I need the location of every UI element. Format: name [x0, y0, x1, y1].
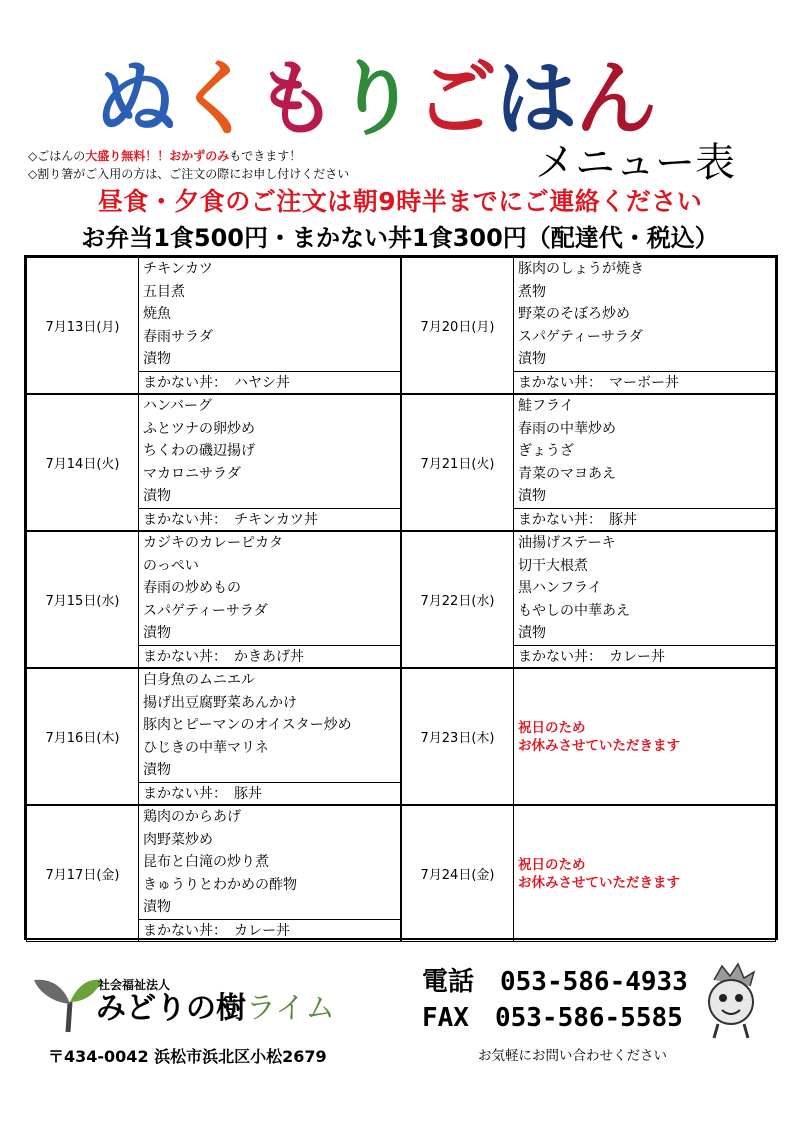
menu-date: 7月22日(水): [402, 532, 514, 667]
menu-item: 漬物: [143, 488, 171, 505]
price-line: お弁当1食500円・まかない丼1食300円（配達代・税込）: [81, 224, 719, 252]
title-char: く: [175, 51, 258, 147]
address: 〒434-0042 浜松市浜北区小松2679: [48, 1047, 327, 1066]
menu-item: 豚肉とピーマンのオイスター炒め: [143, 717, 352, 734]
makanai-don: まかない丼： カレー丼: [139, 919, 400, 941]
menu-items: [139, 806, 400, 941]
menu-item: 漬物: [518, 625, 546, 642]
menu-item: スパゲティーサラダ: [518, 328, 643, 345]
corp-type: 社会福祉法人: [98, 978, 171, 992]
holiday-line: お休みさせていただきます: [518, 874, 680, 891]
holiday-line: 祝日のため: [518, 856, 586, 873]
menu-item: 春雨サラダ: [143, 328, 213, 345]
phone-number: 電話 053-586-4933: [422, 967, 688, 997]
menu-item: ぎょうざ: [518, 443, 574, 460]
menu-item: 豚肉のしょうが焼き: [518, 261, 644, 277]
note-rice-highlight: 大盛り無料！！おかずのみ: [85, 149, 230, 163]
menu-day-left-4: [26, 805, 401, 942]
note-rice-c: もできます！: [229, 149, 302, 163]
note-rice: [28, 148, 301, 164]
menu-item: 五目煮: [143, 283, 185, 300]
fax-number: FAX 053-586-5585: [422, 1003, 683, 1033]
menu-item: 揚げ出豆腐野菜あんかけ: [143, 694, 297, 711]
menu-item: マカロニサラダ: [143, 465, 241, 482]
holiday-line: お休みさせていただきます: [518, 737, 680, 754]
menu-item: ハンバーグ: [143, 398, 213, 414]
makanai-don: まかない丼： チキンカツ丼: [139, 508, 400, 530]
corp-name-main: みどりの樹: [96, 991, 246, 1026]
menu-date: 7月24日(金): [402, 806, 514, 941]
page-subtitle: メニュー表: [535, 140, 735, 186]
title-char: り: [335, 51, 418, 147]
holiday-notice: [514, 669, 775, 804]
menu-date: 7月21日(火): [402, 395, 514, 530]
menu-item: のっぺい: [143, 557, 199, 574]
inquiry-text: お気軽にお問い合わせください: [478, 1048, 667, 1064]
menu-table: [24, 255, 778, 940]
menu-item: 漬物: [518, 351, 546, 368]
menu-date: 7月15日(水): [27, 532, 139, 667]
menu-day-right-1: [401, 394, 776, 531]
menu-item: もやしの中華あえ: [518, 602, 630, 619]
menu-day-left-2: [26, 531, 401, 668]
menu-date: 7月14日(火): [27, 395, 139, 530]
menu-day-left-0: [26, 257, 401, 394]
menu-item: ふとツナの卵炒め: [143, 420, 255, 437]
order-deadline: 昼食・夕食のご注文は朝9時半までにご連絡ください: [97, 187, 703, 216]
menu-item: 昆布と白滝の炒り煮: [143, 854, 269, 871]
menu-item: 春雨の中華炒め: [518, 420, 616, 437]
menu-item: 切干大根煮: [518, 557, 588, 574]
mascot-icon: [700, 962, 762, 1040]
makanai-don: まかない丼： 豚丼: [514, 508, 775, 530]
menu-date: 7月23日(木): [402, 669, 514, 804]
menu-item: 漬物: [143, 899, 171, 916]
title-char: も: [255, 51, 338, 147]
menu-item: 春雨の炒めもの: [143, 580, 241, 597]
menu-item: 油揚げステーキ: [518, 535, 616, 551]
menu-item: ちくわの磯辺揚げ: [143, 443, 255, 460]
menu-date: 7月20日(月): [402, 258, 514, 393]
makanai-don: まかない丼： ハヤシ丼: [139, 371, 400, 393]
title-char: ぬ: [95, 51, 178, 147]
menu-item: 漬物: [143, 351, 171, 368]
menu-item: カジキのカレーピカタ: [143, 535, 283, 551]
menu-item: 漬物: [143, 762, 171, 779]
menu-item: 焼魚: [143, 306, 171, 323]
menu-item: 野菜のそぼろ炒め: [518, 306, 630, 323]
menu-items: [514, 258, 775, 393]
menu-day-right-2: [401, 531, 776, 668]
menu-item: きゅうりとわかめの酢物: [143, 876, 297, 893]
menu-item: チキンカツ: [143, 261, 213, 277]
menu-item: 青菜のマヨあえ: [518, 465, 616, 482]
menu-items: [514, 532, 775, 667]
menu-item: 鮭フライ: [518, 398, 574, 414]
menu-item: 白身魚のムニエル: [143, 672, 255, 688]
holiday-notice: [514, 806, 775, 941]
menu-date: 7月13日(月): [27, 258, 139, 393]
menu-item: スパゲティーサラダ: [143, 602, 268, 619]
makanai-don: まかない丼： カレー丼: [514, 645, 775, 667]
menu-item: ひじきの中華マリネ: [143, 739, 269, 756]
page-title: [95, 51, 658, 147]
menu-date: 7月16日(木): [27, 669, 139, 804]
menu-day-right-3: [401, 668, 776, 805]
menu-item: 鶏肉のからあげ: [143, 809, 241, 825]
menu-item: 漬物: [143, 625, 171, 642]
menu-day-right-4: [401, 805, 776, 942]
menu-items: [139, 258, 400, 393]
title-char: ん: [575, 51, 658, 147]
menu-day-left-1: [26, 394, 401, 531]
menu-items: [139, 669, 400, 804]
menu-items: [139, 532, 400, 667]
makanai-don: まかない丼： かきあげ丼: [139, 645, 400, 667]
menu-items: [139, 395, 400, 530]
menu-item: 煮物: [518, 283, 546, 300]
holiday-line: 祝日のため: [518, 719, 586, 736]
title-char: ご: [415, 51, 498, 147]
menu-day-left-3: [26, 668, 401, 805]
note-rice-a: ◇ごはんの: [28, 149, 86, 163]
menu-item: 黒ハンフライ: [518, 580, 602, 597]
menu-date: 7月17日(金): [27, 806, 139, 941]
note-chopsticks: ◇割り箸がご入用の方は、ご注文の際にお申し付けください: [28, 167, 350, 181]
menu-item: 漬物: [518, 488, 546, 505]
menu-day-right-0: [401, 257, 776, 394]
makanai-don: まかない丼： 豚丼: [139, 782, 400, 804]
corp-name: [96, 990, 335, 1028]
corp-name-lime: ライム: [246, 991, 336, 1026]
menu-item: 肉野菜炒め: [143, 831, 213, 848]
menu-items: [514, 395, 775, 530]
makanai-don: まかない丼： マーボー丼: [514, 371, 775, 393]
title-char: は: [495, 51, 578, 147]
